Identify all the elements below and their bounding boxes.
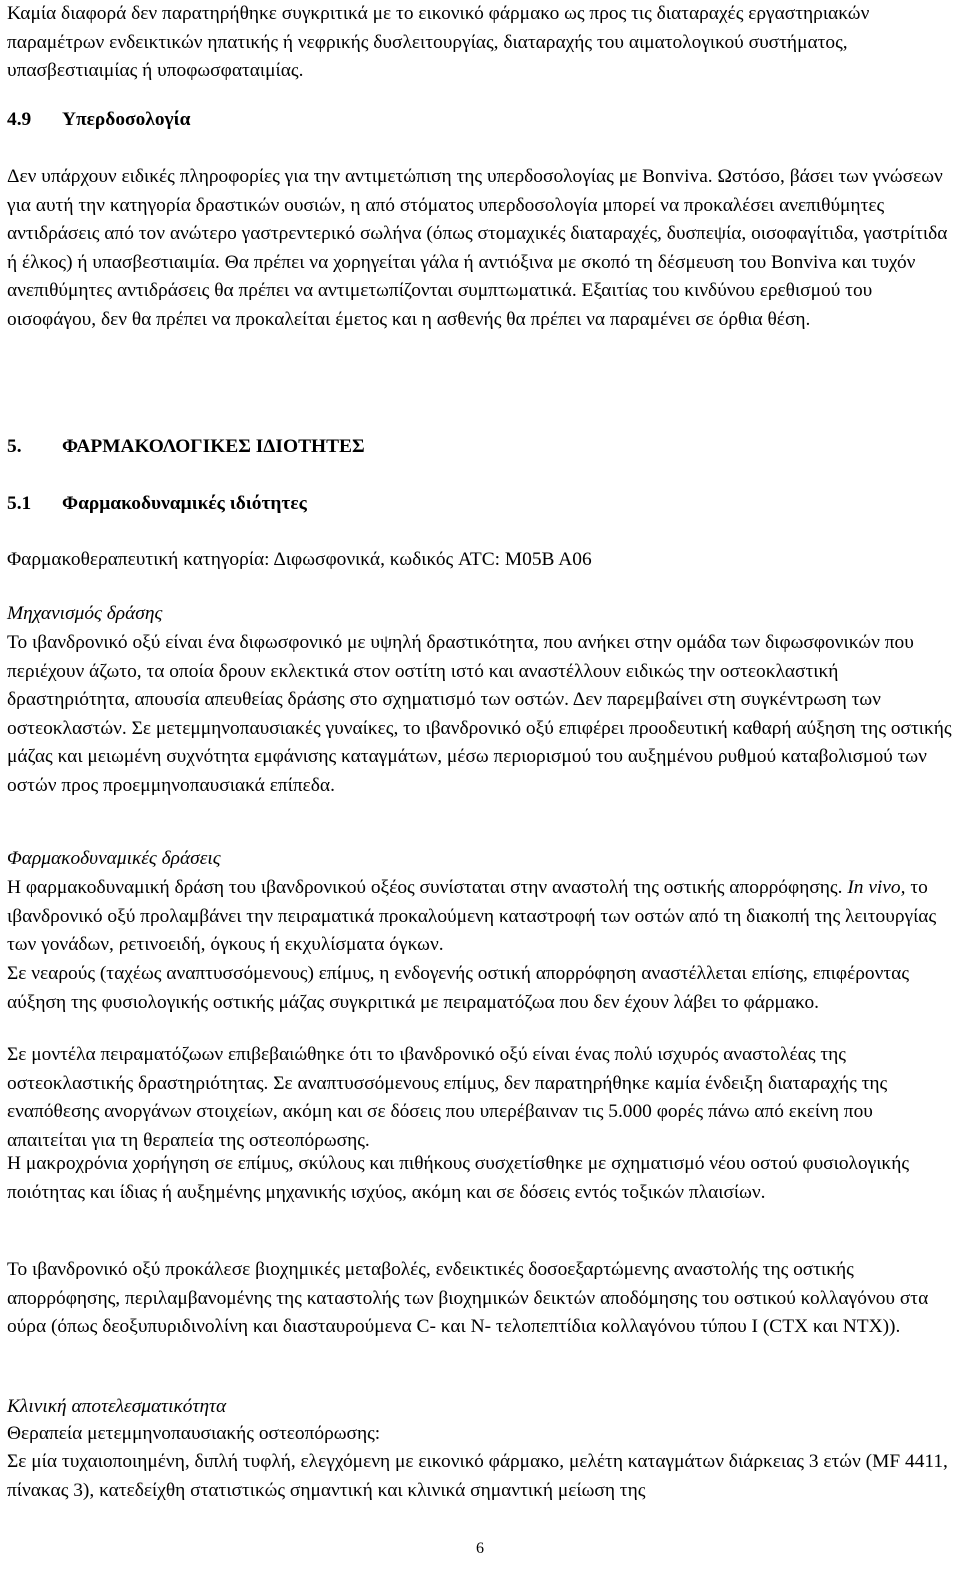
pharmacodynamic-paragraph-1: Η φαρμακοδυναμική δράση του ιβανδρονικού οξέος συνίσταται στην αναστολή της οστικής απορρόφησης. In vivo, το ιβανδρονικό οξύ προλαμβάνει την πειραματικά προκαλούμενη καταστροφή των οστών από τη διακοπή της λειτουργίας των γονάδων, ρετινοειδή, όγκους ή εκχυλίσματα όγκων.: [7, 877, 937, 956]
in-vivo-italic: In vivo,: [847, 877, 906, 898]
section-number: 4.9: [7, 109, 32, 130]
section-title: Φαρμακοδυναμικές ιδιότητες: [62, 493, 307, 514]
section-5-heading: [7, 433, 955, 462]
pharmacodynamic-paragraph-3: Σε μοντέλα πειραματόζωων επιβεβαιώθηκε ότι το ιβανδρονικό οξύ είναι ένας πολύ ισχυρός αναστολέας της οστεοκλαστικής δραστηριότητας. Σε αναπτυσσόμενους επίμυς, δεν παρατηρήθηκε καμία ένδειξη διαταραχής της εναπόθεσης ανοργάνων στοιχείων, ακόμη και σε δόσεις που υπερέβαιναν τις 5.000 φορές πάνω από εκείνη που απαιτείται για τη θεραπεία της οστεοπόρωσης.: [7, 1044, 888, 1151]
pharmacodynamic-paragraph-4: Η μακροχρόνια χορήγηση σε επίμυς, σκύλους και πιθήκους συσχετίσθηκε με σχηματισμό νέου οστού φυσιολογικής ποιότητας και ίδιας ή αυξημένης μηχανικής ισχύος, ακόμη και σε δόσεις εντός τοξικών πλαισίων.: [7, 1153, 910, 1203]
biochemical-markers-paragraph: Το ιβανδρονικό οξύ προκάλεσε βιοχημικές μεταβολές, ενδεικτικές δοσοεξαρτώμενης αναστολής της οστικής απορρόφησης, περιλαμβανομένης της καταστολής των βιοχημικών δεικτών αποδόμησης του οστικού κολλαγόνου στα ούρα (όπως δεοξυπυριδινολίνη και διασταυρούμενα C- και N- τελοπεπτίδια κολλαγόνου τύπου I (CTX και NTX)).: [7, 1259, 929, 1338]
intro-paragraph: Καμία διαφορά δεν παρατηρήθηκε συγκριτικά με το εικονικό φάρμακο ως προς τις διαταραχές εργαστηριακών παραμέτρων ενδεικτικών ηπατικής ή νεφρικής δυσλειτουργίας, διαταραχής του αιματολογικού συστήματος, υπασβεστιαιμίας ή υποφωσφαταιμίας.: [7, 3, 870, 82]
pharmacodynamic-paragraph-2: Σε νεαρούς (ταχέως αναπτυσσόμενους) επίμυς, η ενδογενής οστική απορρόφηση αναστέλλεται επίσης, επιφέροντας αύξηση της φυσιολογικής οστικής μάζας συγκριτικά με πειραματόζωα που δεν έχουν λάβει το φάρμακο.: [7, 963, 909, 1013]
pharmacodynamic-effects-subheading: Φαρμακοδυναμικές δράσεις: [7, 848, 221, 869]
clinical-subtitle: Θεραπεία μετεμμηνοπαυσιακής οστεοπόρωσης:: [7, 1423, 381, 1444]
overdose-paragraph: Δεν υπάρχουν ειδικές πληροφορίες για την αντιμετώπιση της υπερδοσολογίας με Bonviva. Ωστόσο, βάσει των γνώσεων για αυτή την κατηγορία δραστικών ουσιών, η από στόματος υπερδοσολογία μπορεί να προκαλέσει ανεπιθύμητες αντιδράσεις από τον ανώτερο γαστρεντερικό σωλήνα (όπως στομαχικές διαταραχές, δυσπεψία, οισοφαγίτιδα, γαστρίτιδα ή έλκος) ή υπασβεστιαιμία. Θα πρέπει να χορηγείται γάλα ή αντιόξινα με σκοπό τη δέσμευση του Bonviva και τυχόν ανεπιθύμητες αντιδράσεις θα πρέπει να αντιμετωπίζονται συμπτωματικά. Εξαιτίας του κινδύνου ερεθισμού του οισοφάγου, δεν θα πρέπει να προκαλείται έμετος και η ασθενής θα πρέπει να παραμένει σε όρθια θέση.: [7, 166, 948, 330]
section-number: 5.1: [7, 493, 32, 514]
clinical-paragraph: Σε μία τυχαιοποιημένη, διπλή τυφλή, ελεγχόμενη με εικονικό φάρμακο, μελέτη καταγμάτων διάρκειας 3 ετών (MF 4411, πίνακας 3), κατεδείχθη στατιστικώς σημαντική και κλινικά σημαντική μείωση της: [7, 1451, 948, 1501]
mechanism-paragraph: Το ιβανδρονικό οξύ είναι ένα διφωσφονικό με υψηλή δραστικότητα, που ανήκει στην ομάδα των διφωσφονικών που περιέχουν άζωτο, τα οποία δρουν εκλεκτικά στον οστίτη ιστό και αναστέλλουν ειδικώς την οστεοκλαστική δραστηριότητα, απουσία απευθείας δράσης στο σχηματισμό των οστών. Δεν παρεμβαίνει στη συγκέντρωση των οστεοκλαστών. Σε μετεμμηνοπαυσιακές γυναίκες, το ιβανδρονικό οξύ επιφέρει προοδευτική καθαρή αύξηση της οστικής μάζας και μειωμένη συχνότητα εμφάνισης καταγμάτων, μέσω περιορισμού του αυξημένου ρυθμού καταβολισμού των οστών προς προεμμηνοπαυσιακά επίπεδα.: [7, 632, 952, 796]
page-number: 6: [476, 1540, 484, 1557]
section-title: Υπερδοσολογία: [62, 109, 191, 130]
mechanism-subheading: Μηχανισμός δράσης: [7, 603, 163, 624]
section-number: 5.: [7, 436, 22, 457]
section-4-9-heading: [7, 106, 955, 135]
section-5-1-heading: [7, 490, 955, 519]
pharmacotherapeutic-category: Φαρμακοθεραπευτική κατηγορία: Διφωσφονικά, κωδικός ATC: M05B A06: [7, 549, 592, 570]
section-title: ΦΑΡΜΑΚΟΛΟΓΙΚΕΣ ΙΔΙΟΤΗΤΕΣ: [62, 436, 365, 457]
clinical-efficacy-subheading: Κλινική αποτελεσματικότητα: [7, 1396, 227, 1417]
